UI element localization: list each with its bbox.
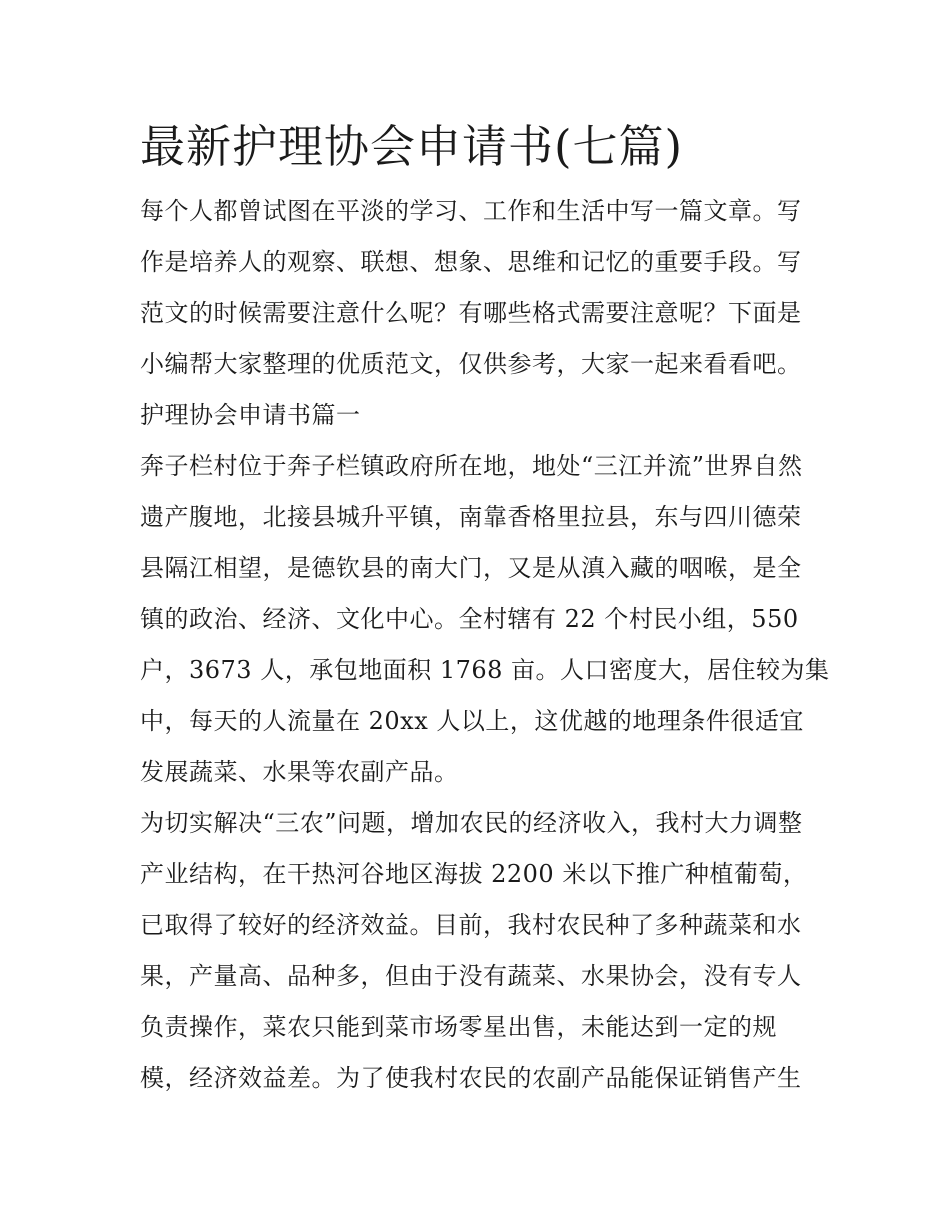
paragraph-1-line-5: 户，3673 人，承包地面积 1768 亩。人口密度大，居住较为集: [140, 656, 830, 684]
paragraph-1-line-3: 县隔江相望，是德钦县的南大门，又是从滇入藏的咽喉，是全: [140, 554, 802, 582]
intro-line-2: 作是培养人的观察、联想、想象、思维和记忆的重要手段。写: [140, 248, 802, 276]
document-title: 最新护理协会申请书(七篇): [140, 120, 684, 173]
intro-line-1: 每个人都曾试图在平淡的学习、工作和生活中写一篇文章。写: [140, 197, 802, 225]
paragraph-2-line-6: 模，经济效益差。为了使我村农民的农副产品能保证销售产生: [140, 1064, 802, 1092]
paragraph-2-line-1: 为切实解决“三农”问题，增加农民的经济收入，我村大力调整: [140, 809, 803, 837]
paragraph-1-line-6: 中，每天的人流量在 20xx 人以上，这优越的地理条件很适宜: [140, 707, 804, 735]
intro-line-4: 小编帮大家整理的优质范文，仅供参考，大家一起来看看吧。: [140, 350, 802, 378]
paragraph-2-line-4: 果，产量高、品种多，但由于没有蔬菜、水果协会，没有专人: [140, 962, 802, 990]
document-body: [140, 112, 830, 1104]
paragraph-2-line-5: 负责操作，菜农只能到菜市场零星出售，未能达到一定的规: [140, 1013, 777, 1041]
paragraph-1-line-7: 发展蔬菜、水果等农副产品。: [140, 758, 459, 786]
paragraph-2-line-2: 产业结构，在干热河谷地区海拔 2200 米以下推广种植葡萄，: [140, 860, 808, 888]
paragraph-1-line-2: 遗产腹地，北接县城升平镇，南靠香格里拉县，东与四川德荣: [140, 503, 802, 531]
intro-line-3: 范文的时候需要注意什么呢？有哪些格式需要注意呢？下面是: [140, 299, 802, 327]
paragraph-1-line-4: 镇的政治、经济、文化中心。全村辖有 22 个村民小组，550: [140, 605, 799, 633]
section-heading: 护理协会申请书篇一: [140, 401, 361, 429]
paragraph-2-line-3: 已取得了较好的经济效益。目前，我村农民种了多种蔬菜和水: [140, 911, 802, 939]
paragraph-1-line-1: 奔子栏村位于奔子栏镇政府所在地，地处“三江并流”世界自然: [140, 452, 803, 480]
